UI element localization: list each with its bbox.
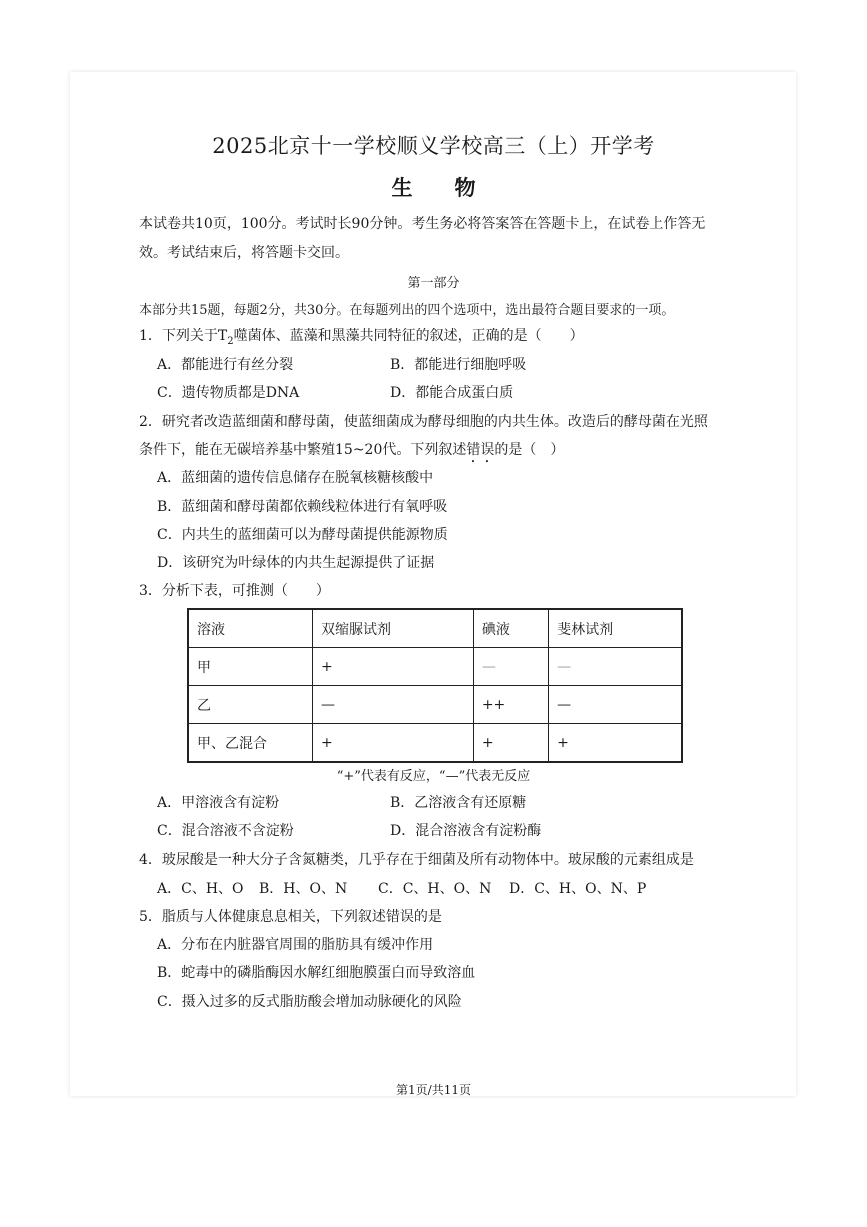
q3-option-c: C．混合溶液不含淀粉	[157, 823, 294, 839]
table-row	[188, 724, 682, 763]
q2-option-c: C．内共生的蓝细菌可以为酵母菌提供能源物质	[157, 527, 448, 543]
table-caption: “+”代表有反应，“—”代表无反应	[336, 769, 531, 784]
q2-option-d: D．该研究为叶绿体的内共生起源提供了证据	[157, 555, 435, 571]
intro-line-2: 效。考试结束后，将答题卡交回。	[139, 245, 349, 261]
table-header-row	[188, 609, 682, 648]
table-cell: +	[313, 724, 474, 763]
q1-option-a: A．都能进行有丝分裂	[157, 357, 294, 373]
part-instructions: 本部分共15题，每题2分，共30分。在每题列出的四个选项中，选出最符合题目要求的一项。	[139, 303, 675, 318]
q2-stem-line-1: 2．研究者改造蓝细菌和酵母菌，使蓝细菌成为酵母细胞的内共生体。改造后的酵母菌在光照	[139, 414, 708, 430]
q3-option-d: D．混合溶液含有淀粉酶	[390, 823, 542, 839]
q1-stem: 1．下列关于$T_2$噬菌体、蓝藻和黑藻共同特征的叙述，正确的是（ ）	[139, 328, 584, 347]
table-cell: —	[549, 686, 682, 724]
table-cell: 甲、乙混合	[188, 724, 313, 763]
table-cell: +	[473, 724, 548, 763]
page-footer: 第1页/共11页	[396, 1083, 471, 1097]
q1-option-d: D．都能合成蛋白质	[390, 385, 514, 401]
q3-option-b: B．乙溶液含有还原糖	[390, 795, 527, 811]
intro-line-1: 本试卷共10页，100分。考试时长90分钟。考生务必将答案答在答题卡上，在试卷上作答无	[139, 216, 706, 232]
q5-stem: 5．脂质与人体健康息息相关，下列叙述错误的是	[139, 909, 442, 925]
part-heading: 第一部分	[407, 276, 460, 291]
table-cell: —	[473, 648, 548, 686]
table-cell: —	[549, 648, 682, 686]
q2-stem-line-2: 条件下，能在无碳培养基中繁殖15~20代。下列叙述错误的是（ ）	[139, 442, 565, 458]
q4-option-b: B．H、O、N	[259, 881, 348, 897]
table-header-cell: 斐林试剂	[549, 609, 682, 648]
q4-stem: 4．玻尿酸是一种大分子含氮糖类，几乎存在于细菌及所有动物体中。玻尿酸的元素组成是	[139, 852, 694, 868]
q2-option-b: B．蓝细菌和酵母菌都依赖线粒体进行有氧呼吸	[157, 499, 448, 515]
subject-title: 生 物	[391, 175, 476, 200]
q4-option-c: C．C、H、O、N	[378, 881, 492, 897]
table-cell: —	[313, 686, 474, 724]
reagent-table	[187, 608, 683, 763]
table-row	[188, 648, 682, 686]
table-cell: +	[549, 724, 682, 763]
table-header-cell: 碘液	[473, 609, 548, 648]
q5-option-a: A．分布在内脏器官周围的脂肪具有缓冲作用	[157, 937, 434, 953]
table-cell: 甲	[188, 648, 313, 686]
q1-option-b: B．都能进行细胞呼吸	[390, 357, 527, 373]
q2-option-a: A．蓝细菌的遗传信息储存在脱氧核糖核酸中	[157, 470, 434, 486]
table-cell: +	[313, 648, 474, 686]
q4-option-d: D．C、H、O、N、P	[509, 881, 647, 897]
q4-option-a: A．C、H、O	[157, 881, 244, 897]
table-cell: 乙	[188, 686, 313, 724]
table-cell: ++	[473, 686, 548, 724]
table-header-cell: 溶液	[188, 609, 313, 648]
exam-title: 2025北京十一学校顺义学校高三（上）开学考	[212, 134, 655, 158]
q3-option-a: A．甲溶液含有淀粉	[157, 795, 280, 811]
table-row	[188, 686, 682, 724]
table-header-cell: 双缩脲试剂	[313, 609, 474, 648]
q1-option-c: C．遗传物质都是DNA	[157, 385, 300, 401]
q3-stem: 3．分析下表，可推测（ ）	[139, 583, 330, 599]
q5-option-c: C．摄入过多的反式脂肪酸会增加动脉硬化的风险	[157, 994, 462, 1010]
q5-option-b: B．蛇毒中的磷脂酶因水解红细胞膜蛋白而导致溶血	[157, 965, 476, 981]
